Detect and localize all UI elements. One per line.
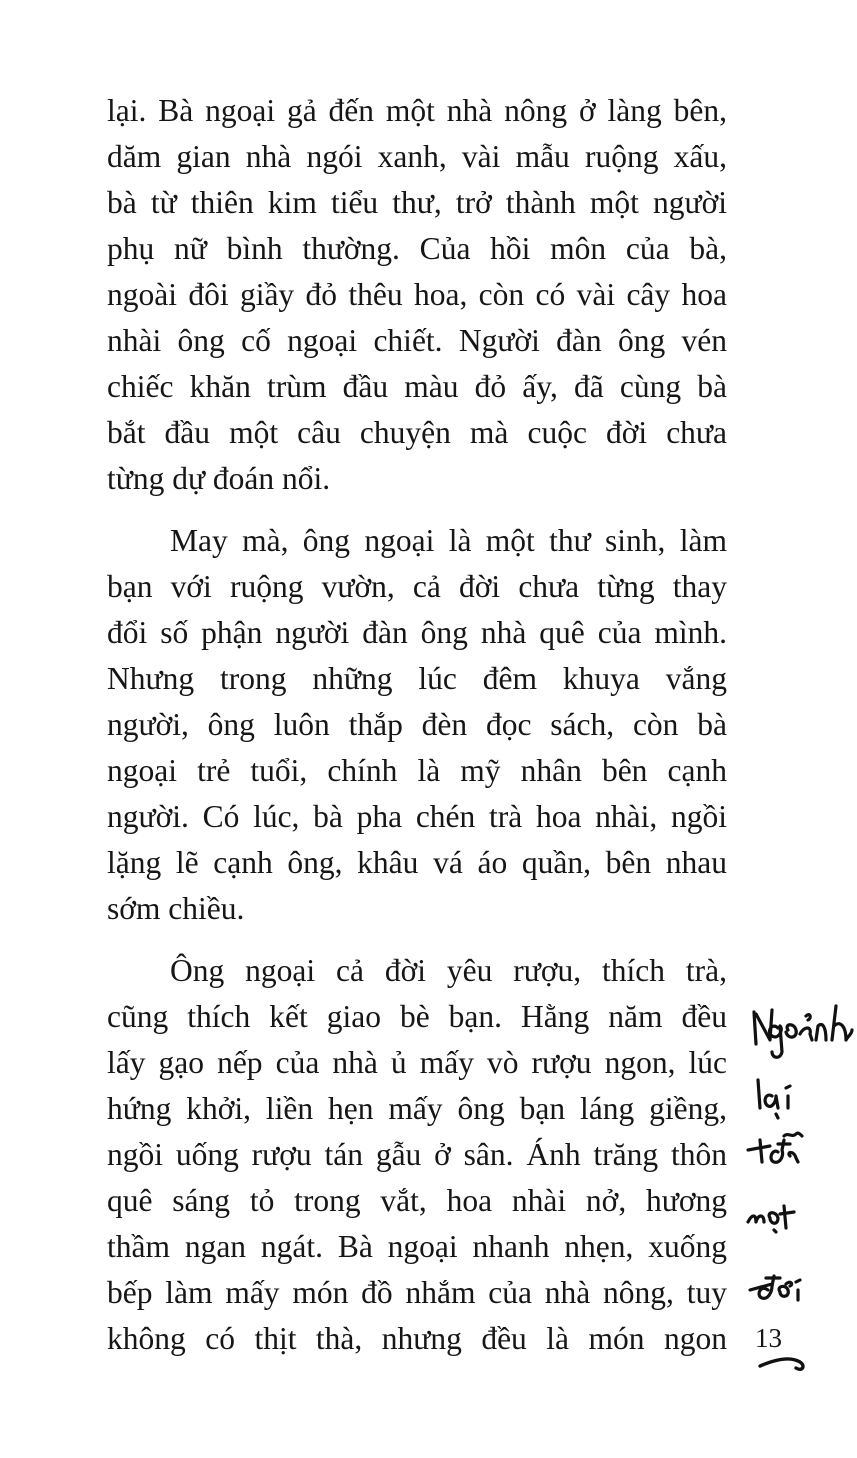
text-line: lại. Bà ngoại gả đến một nhà nông ở làng bên, [107, 93, 727, 128]
calligraphy-word-lai [758, 1080, 790, 1118]
text-line: Nhưng trong những lúc đêm khuya vắng [107, 661, 727, 696]
text-line: bạn với ruộng vườn, cả đời chưa từng thay [107, 569, 727, 604]
text-line: bếp làm mấy món đồ nhắm của nhà nông, tuy [107, 1275, 727, 1310]
page-number: 13 [755, 1323, 782, 1353]
calligraphy-flourish [760, 1359, 803, 1369]
text-line: ngoại trẻ tuổi, chính là mỹ nhân bên cạnh [107, 753, 727, 788]
text-line: bắt đầu một câu chuyện mà cuộc đời chưa [107, 415, 727, 450]
text-line: chiếc khăn trùm đầu màu đỏ ấy, đã cùng bà [107, 369, 727, 404]
calligraphy-word-da [748, 1133, 802, 1162]
calligraphy-word-ngoanh [754, 1006, 852, 1057]
text-line: không có thịt thà, nhưng đều là món ngon [107, 1321, 727, 1356]
text-line: người. Có lúc, bà pha chén trà hoa nhài, ngồi [107, 799, 727, 834]
text-line: nhài ông cố ngoại chiết. Người đàn ông vén [107, 323, 727, 358]
text-line: lặng lẽ cạnh ông, khâu vá áo quần, bên nhau [107, 845, 727, 880]
text-line: thầm ngan ngát. Bà ngoại nhanh nhẹn, xuống [107, 1229, 727, 1264]
text-line: từng dự đoán nổi. [107, 461, 331, 496]
text-line: bà từ thiên kim tiểu thư, trở thành một người [107, 185, 727, 220]
text-line: hứng khởi, liền hẹn mấy ông bạn láng giềng, [107, 1091, 727, 1126]
text-line: người, ông luôn thắp đèn đọc sách, còn bà [107, 707, 727, 742]
text-line: sớm chiều. [107, 891, 245, 926]
text-line: Ông ngoại cả đời yêu rượu, thích trà, [170, 953, 727, 988]
text-line: dăm gian nhà ngói xanh, vài mẫu ruộng xấu, [107, 139, 727, 174]
text-line: quê sáng tỏ trong vắt, hoa nhài nở, hương [107, 1183, 727, 1218]
text-line: cũng thích kết giao bè bạn. Hằng năm đều [107, 999, 727, 1034]
text-line: đổi số phận người đàn ông nhà quê của mình. [107, 615, 727, 650]
calligraphy-word-mot [748, 1206, 794, 1232]
text-line: ngoài đôi giầy đỏ thêu hoa, còn có vài cây hoa [107, 277, 727, 312]
calligraphy-word-doi [750, 1276, 800, 1300]
text-line: May mà, ông ngoại là một thư sinh, làm [170, 523, 727, 558]
text-line: lấy gạo nếp của nhà ủ mấy vò rượu ngon, lúc [107, 1045, 727, 1080]
text-line: phụ nữ bình thường. Của hồi môn của bà, [107, 231, 727, 266]
text-line: ngồi uống rượu tán gẫu ở sân. Ánh trăng thôn [107, 1137, 727, 1172]
